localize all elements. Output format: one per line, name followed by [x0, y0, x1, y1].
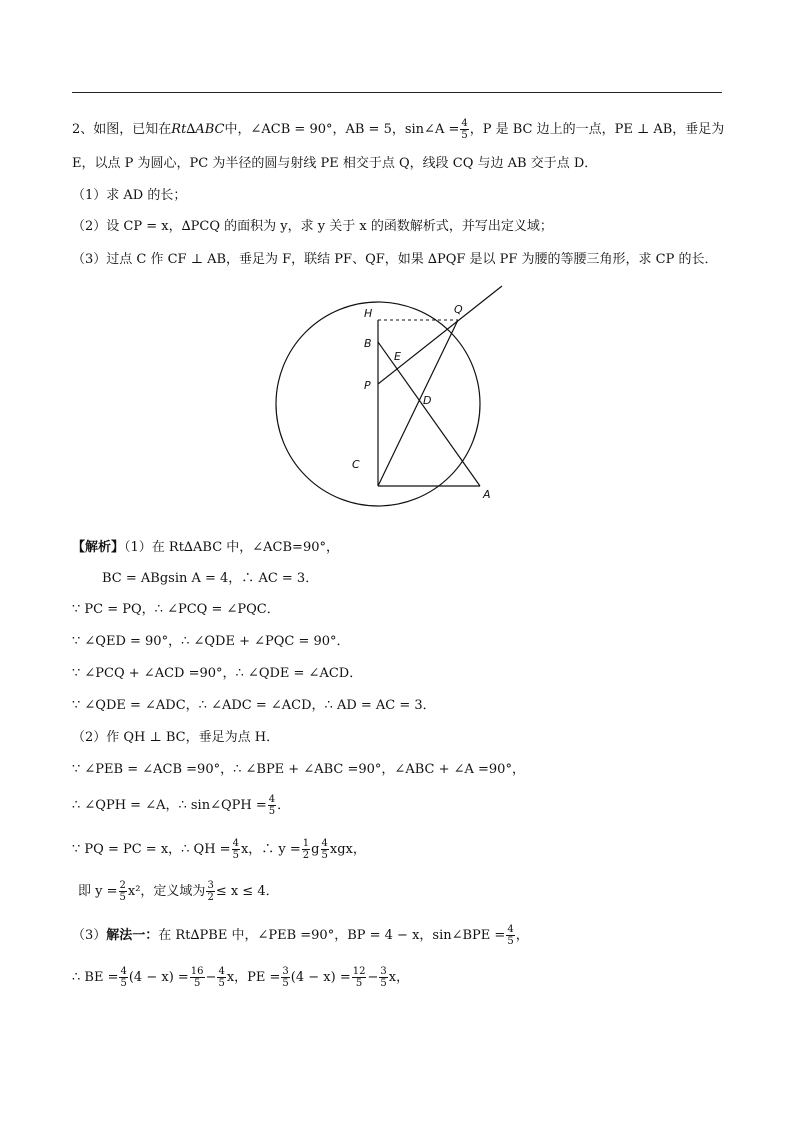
ray-pe [378, 286, 502, 384]
solution-line-10 [72, 838, 366, 861]
label-q: Q [454, 303, 463, 316]
fraction: $\frac{2}{5}$ [119, 880, 126, 903]
solution-text: 在 Rt∆PBE 中，∠PEB =90°，BP = 4 − x，sin∠BPE = [158, 928, 506, 943]
fraction: $\frac{4}{5}$ [218, 966, 225, 989]
label-c: C [352, 458, 360, 471]
fraction: $\frac{4}{5}$ [321, 838, 328, 861]
solution-line-11 [78, 880, 279, 903]
label-a: A [483, 488, 491, 501]
label-d: D [423, 394, 432, 407]
solution-text: g [311, 842, 320, 857]
problem-text: 中，∠ACB = 90°，AB = 5，sin∠A = [224, 122, 460, 137]
solution-text: （1）在 Rt∆ABC 中，∠ACB=90°， [124, 540, 339, 555]
fraction: $\frac{4}{5}$ [232, 838, 239, 861]
fraction: $\frac{4}{5}$ [461, 118, 468, 141]
solution-text: （3） [72, 928, 107, 943]
fraction: $\frac{1}{2}$ [302, 838, 310, 861]
solution-line-2: BC = ABgsin A = 4，∴ AC = 3． [102, 571, 319, 586]
solution-line-9: ∴ ∠QPH = ∠A，∴ sin∠QPH = $\frac{4}{5}$ ． [72, 794, 291, 817]
solution-text: x，∴ y = [240, 842, 301, 857]
fraction: $\frac{3}{5}$ [380, 966, 387, 989]
segment-ba [378, 342, 480, 486]
solution-line-12: （3）解法一：在 Rt∆PBE 中，∠PEB =90°，BP = 4 − x，sin∠BPE = $\frac{4}{5}$ ， [72, 924, 529, 947]
label-b: B [364, 337, 372, 350]
question-1: （1）求 AD 的长； [72, 188, 187, 203]
solution-text: − [205, 970, 217, 985]
solution-text: (4 − x) = [128, 970, 189, 985]
solution-text: x，PE = [226, 970, 281, 985]
solution-text: x， [388, 970, 410, 985]
solution-text: x²，定义域为 [127, 884, 206, 899]
solution-line-5: ∵ ∠PCQ + ∠ACD =90°，∴ ∠QDE = ∠ACD． [72, 666, 363, 681]
solution-line-13 [72, 966, 409, 989]
solution-heading: 【解析】 [72, 540, 125, 555]
solution-text: ∴ BE = [72, 970, 119, 985]
question-2: （2）设 CP = x，∆PCQ 的面积为 y，求 y 关于 x 的函数解析式，并写出定义域； [72, 219, 553, 234]
solution-text: (4 − x) = [290, 970, 351, 985]
solution-line-1 [72, 538, 339, 558]
fraction: $\frac{4}{5}$ [268, 794, 276, 817]
label-e: E [394, 350, 401, 363]
solution-text: xgx， [329, 842, 366, 857]
problem-text: Rt∆ABC [171, 122, 225, 137]
question-3: （3）过点 C 作 CF ⊥ AB，垂足为 F，联结 PF、QF，如果 ∆PQF 是以 PF 为腰的等腰三角形，求 CP 的长． [72, 252, 718, 267]
solution-text: ∴ ∠QPH = ∠A，∴ sin∠QPH = [72, 798, 267, 813]
segment-cq [378, 320, 458, 486]
solution-line-7: （2）作 QH ⊥ BC，垂足为点 H． [72, 730, 280, 745]
solution-line-4: ∵ ∠QED = 90°，∴ ∠QDE + ∠PQC = 90°． [72, 634, 350, 649]
problem-line-2: E，以点 P 为圆心，PC 为半径的圆与射线 PE 相交于点 Q，线段 CQ 与边 AB 交于点 D． [72, 156, 598, 171]
method-heading: 解法一： [106, 928, 159, 943]
geometry-figure [270, 280, 520, 510]
solution-line-6: ∵ ∠QDE = ∠ADC，∴ ∠ADC = ∠ACD，∴ AD = AC = 3． [72, 698, 436, 713]
solution-line-3: ∵ PC = PQ，∴ ∠PCQ = ∠PQC． [72, 602, 280, 617]
solution-text: ≤ x ≤ 4． [215, 884, 279, 899]
fraction: $\frac{16}{5}$ [190, 966, 204, 989]
fraction: $\frac{3}{2}$ [207, 880, 214, 903]
solution-text: ∵ PQ = PC = x，∴ QH = [72, 842, 231, 857]
solution-text: 即 y = [78, 884, 118, 899]
problem-text: 2、如图，已知在 [72, 122, 172, 137]
fraction: $\frac{12}{5}$ [352, 966, 366, 989]
label-p: P [364, 379, 371, 392]
solution-text: − [367, 970, 379, 985]
problem-line-1 [72, 118, 724, 141]
fraction: $\frac{4}{5}$ [507, 924, 514, 947]
header-rule [72, 92, 722, 93]
fraction: $\frac{4}{5}$ [120, 966, 127, 989]
solution-line-8: ∵ ∠PEB = ∠ACB =90°，∴ ∠BPE + ∠ABC =90°，∠ABC + ∠A =90°， [72, 762, 525, 777]
label-h: H [364, 307, 373, 320]
problem-text: ，P 是 BC 边上的一点，PE ⊥ AB，垂足为 [469, 122, 725, 137]
fraction: $\frac{3}{5}$ [282, 966, 289, 989]
